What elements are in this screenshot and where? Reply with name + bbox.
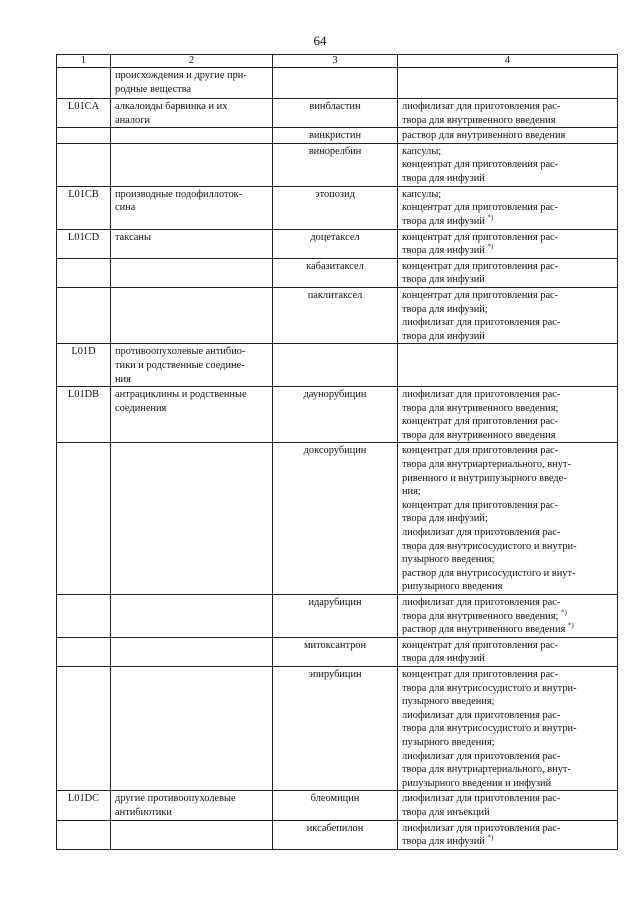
dosage-form-text: лиофилизат для приготовления рас- (402, 750, 561, 762)
dosage-form-text: лиофилизат для приготовления рас- (402, 597, 561, 608)
atc-code-cell (57, 820, 111, 849)
group-line: таксаны (115, 231, 151, 243)
dosage-form-line (402, 100, 613, 114)
dosage-form-line (402, 512, 613, 526)
dosage-form-line (402, 215, 613, 229)
dosage-form-text: рипузырного введения и инфузий (402, 777, 552, 789)
dosage-form-cell (398, 595, 618, 638)
dosage-form-text: твора для внутривенного введения; (402, 610, 559, 622)
drug-name-cell (273, 68, 398, 99)
dosage-form-text: пузырного введения; (402, 696, 495, 708)
dosage-form-text: лиофилизат для приготовления рас- (402, 793, 561, 805)
group-cell (111, 443, 273, 595)
dosage-form-line (402, 458, 613, 472)
dosage-form-line (402, 145, 613, 159)
dosage-form-text: концентрат для приготовления рас- (402, 668, 559, 680)
group-line: антрациклины и родственные (115, 389, 247, 401)
group-line: происхождения и другие при- (115, 70, 247, 81)
dosage-form-text: твора для инъекций (402, 806, 490, 818)
table-row (57, 387, 618, 443)
group-cell (111, 666, 273, 790)
dosage-form-line (402, 610, 613, 624)
dosage-form-line (402, 822, 613, 836)
dosage-form-cell (398, 344, 618, 387)
group-cell (111, 637, 273, 666)
group-cell (111, 99, 273, 128)
group-cell (111, 143, 273, 186)
dosage-form-cell (398, 666, 618, 790)
dosage-form-text: твора для инфузий (402, 245, 485, 257)
dosage-form-line (402, 201, 613, 215)
dosage-form-cell (398, 387, 618, 443)
group-cell (111, 791, 273, 820)
group-cell (111, 287, 273, 343)
drug-name-cell: кабазитаксел (273, 258, 398, 287)
dosage-form-line (402, 623, 613, 637)
dosage-form-cell (398, 258, 618, 287)
dosage-form-text: лиофилизат для приготовления рас- (402, 101, 561, 112)
dosage-form-line (402, 303, 613, 317)
atc-code-cell (57, 128, 111, 144)
dosage-form-line (402, 429, 613, 443)
dosage-form-text: лиофилизат для приготовления рас- (402, 822, 561, 834)
footnote-mark: *) (487, 213, 494, 222)
table-row (57, 666, 618, 790)
dosage-form-text: пузырного введения; (402, 554, 495, 566)
dosage-form-text: концентрат для приготовления рас- (402, 289, 559, 301)
dosage-form-line (402, 736, 613, 750)
dosage-form-line (402, 273, 613, 287)
atc-code-cell: L01D (57, 344, 111, 387)
dosage-form-line (402, 639, 613, 653)
table-row (57, 791, 618, 820)
table-row (57, 344, 618, 387)
atc-code-cell: L01DB (57, 387, 111, 443)
group-line: алкалоиды барвинка и их (115, 101, 228, 112)
group-cell (111, 387, 273, 443)
table-row (57, 128, 618, 144)
footnote-mark: *) (487, 242, 494, 251)
dosage-form-cell (398, 637, 618, 666)
dosage-form-text: ривенного и внутрипузырного введе- (402, 472, 567, 484)
dosage-form-text: твора для инфузий (402, 172, 485, 184)
column-header-4: 4 (398, 55, 618, 68)
dosage-form-line (402, 231, 613, 245)
dosage-form-line (402, 763, 613, 777)
table-row (57, 443, 618, 595)
atc-code-cell: L01CD (57, 229, 111, 258)
dosage-form-text: лиофилизат для приготовления рас- (402, 709, 561, 721)
dosage-form-text: пузырного введения; (402, 736, 495, 748)
dosage-form-text: твора для внутривенного введения; (402, 402, 559, 414)
atc-code-cell (57, 287, 111, 343)
dosage-form-line (402, 709, 613, 723)
group-line: противоопухолевые антибио- (115, 346, 246, 358)
drug-name-cell: винбластин (273, 99, 398, 128)
dosage-form-text: твора для инфузий; (402, 513, 488, 525)
table-row (57, 143, 618, 186)
dosage-form-line (402, 158, 613, 172)
dosage-form-text: твора для внутрисосудистого и внутри- (402, 682, 577, 694)
group-line: антибиотики (115, 806, 172, 818)
dosage-form-text: твора для инфузий (402, 330, 485, 342)
table-row (57, 287, 618, 343)
footnote-mark: *) (487, 833, 494, 842)
dosage-form-line (402, 330, 613, 344)
table-row (57, 99, 618, 128)
dosage-form-line (402, 388, 613, 402)
atc-code-cell (57, 443, 111, 595)
dosage-form-text: лиофилизат для приготовления рас- (402, 317, 561, 329)
dosage-form-text: твора для внутривенного введения (402, 114, 556, 126)
atc-code-cell: L01DC (57, 791, 111, 820)
dosage-form-cell (398, 99, 618, 128)
dosage-form-line (402, 499, 613, 513)
drug-name-cell (273, 344, 398, 387)
dosage-form-line (402, 668, 613, 682)
dosage-form-line (402, 682, 613, 696)
dosage-form-cell (398, 143, 618, 186)
atc-code-cell (57, 258, 111, 287)
group-cell (111, 128, 273, 144)
dosage-form-text: твора для внутриартериального, внут- (402, 764, 571, 776)
dosage-form-line (402, 596, 613, 610)
dosage-form-line (402, 567, 613, 581)
drug-name-cell: идарубицин (273, 595, 398, 638)
table-row (57, 229, 618, 258)
page-number: 64 (313, 33, 327, 48)
dosage-form-line (402, 444, 613, 458)
group-cell (111, 68, 273, 99)
atc-code-cell (57, 68, 111, 99)
drug-name-cell: даунорубицин (273, 387, 398, 443)
dosage-form-cell (398, 229, 618, 258)
dosage-form-text: раствор для внутривенного введения (402, 624, 566, 636)
atc-code-cell: L01CB (57, 186, 111, 229)
dosage-form-text: твора для внутриартериального, внут- (402, 459, 571, 471)
group-line: производные подофиллоток- (115, 188, 243, 200)
group-cell (111, 186, 273, 229)
group-cell (111, 820, 273, 849)
group-cell (111, 344, 273, 387)
drug-name-cell: блеомицин (273, 791, 398, 820)
dosage-form-line (402, 260, 613, 274)
dosage-form-line (402, 114, 613, 128)
dosage-form-text: раствор для внутрисосудистого и внут- (402, 567, 576, 579)
atc-code-cell: L01CA (57, 99, 111, 128)
dosage-form-cell (398, 791, 618, 820)
dosage-form-line (402, 289, 613, 303)
dosage-form-text: концентрат для приготовления рас- (402, 416, 559, 428)
dosage-form-line (402, 172, 613, 186)
group-line: сина (115, 202, 136, 214)
dosage-form-line (402, 580, 613, 594)
dosage-form-text: концентрат для приготовления рас- (402, 202, 559, 214)
dosage-form-text: твора для инфузий (402, 836, 485, 848)
column-header-1: 1 (57, 55, 111, 68)
dosage-form-line (402, 129, 613, 143)
dosage-form-text: твора для внутривенного введения (402, 429, 556, 441)
dosage-form-text: твора для инфузий (402, 215, 485, 227)
dosage-form-cell (398, 68, 618, 99)
drug-table (56, 54, 618, 850)
dosage-form-line (402, 244, 613, 258)
table-header-row (57, 55, 618, 68)
dosage-form-text: концентрат для приготовления рас- (402, 159, 559, 171)
dosage-form-line (402, 553, 613, 567)
dosage-form-text: концентрат для приготовления рас- (402, 499, 559, 511)
group-line: соединения (115, 402, 167, 414)
dosage-form-line (402, 316, 613, 330)
dosage-form-cell (398, 820, 618, 849)
group-cell (111, 229, 273, 258)
group-cell (111, 595, 273, 638)
table-body (57, 68, 618, 850)
column-header-3: 3 (273, 55, 398, 68)
table-row (57, 186, 618, 229)
table-row (57, 820, 618, 849)
dosage-form-cell (398, 287, 618, 343)
drug-name-cell: винорелбин (273, 143, 398, 186)
dosage-form-text: концентрат для приготовления рас- (402, 260, 559, 272)
column-header-2: 2 (111, 55, 273, 68)
dosage-form-line (402, 485, 613, 499)
dosage-form-line (402, 695, 613, 709)
dosage-form-text: твора для внутрисосудистого и внутри- (402, 723, 577, 735)
dosage-form-text: концентрат для приготовления рас- (402, 639, 559, 651)
drug-name-cell: доксорубицин (273, 443, 398, 595)
group-line: родные вещества (115, 83, 191, 95)
dosage-form-text: капсулы; (402, 145, 442, 157)
dosage-form-text: твора для инфузий; (402, 303, 488, 315)
dosage-form-text: лиофилизат для приготовления рас- (402, 527, 561, 539)
dosage-form-line (402, 777, 613, 791)
atc-code-cell (57, 595, 111, 638)
drug-name-cell: паклитаксел (273, 287, 398, 343)
dosage-form-text: лиофилизат для приготовления рас- (402, 389, 561, 401)
dosage-form-line (402, 835, 613, 849)
atc-code-cell (57, 143, 111, 186)
group-line: аналоги (115, 114, 151, 126)
group-line: ния (115, 373, 131, 385)
dosage-form-text: концентрат для приготовления рас- (402, 445, 559, 457)
table-row (57, 68, 618, 99)
table-row (57, 258, 618, 287)
dosage-form-line (402, 526, 613, 540)
dosage-form-text: ния; (402, 486, 421, 498)
drug-name-cell: этопозид (273, 186, 398, 229)
dosage-form-text: концентрат для приготовления рас- (402, 231, 559, 243)
dosage-form-line (402, 402, 613, 416)
group-line: тики и родственные соедине- (115, 359, 245, 371)
drug-name-cell: эпирубицин (273, 666, 398, 790)
atc-code-cell (57, 666, 111, 790)
footnote-mark: *) (561, 608, 567, 617)
dosage-form-text: капсулы; (402, 188, 442, 200)
dosage-form-text: твора для инфузий (402, 274, 485, 286)
dosage-form-cell (398, 186, 618, 229)
dosage-form-text: твора для инфузий (402, 653, 485, 665)
dosage-form-line (402, 806, 613, 820)
drug-name-cell: митоксантрон (273, 637, 398, 666)
drug-name-cell: винкристин (273, 128, 398, 144)
group-line: другие противоопухолевые (115, 793, 236, 805)
dosage-form-line (402, 540, 613, 554)
dosage-form-cell (398, 443, 618, 595)
atc-code-cell (57, 637, 111, 666)
table-row (57, 637, 618, 666)
dosage-form-line (402, 472, 613, 486)
dosage-form-line (402, 722, 613, 736)
dosage-form-text: раствор для внутривенного введения (402, 130, 566, 142)
table-row (57, 595, 618, 638)
drug-name-cell: иксабепилон (273, 820, 398, 849)
drug-name-cell: доцетаксел (273, 229, 398, 258)
dosage-form-line (402, 415, 613, 429)
dosage-form-line (402, 188, 613, 202)
dosage-form-line (402, 652, 613, 666)
dosage-form-line (402, 792, 613, 806)
dosage-form-text: рипузырного введения (402, 581, 503, 593)
dosage-form-cell (398, 128, 618, 144)
dosage-form-text: твора для внутрисосудистого и внутри- (402, 540, 577, 552)
group-cell (111, 258, 273, 287)
dosage-form-line (402, 750, 613, 764)
footnote-mark: *) (567, 621, 574, 630)
